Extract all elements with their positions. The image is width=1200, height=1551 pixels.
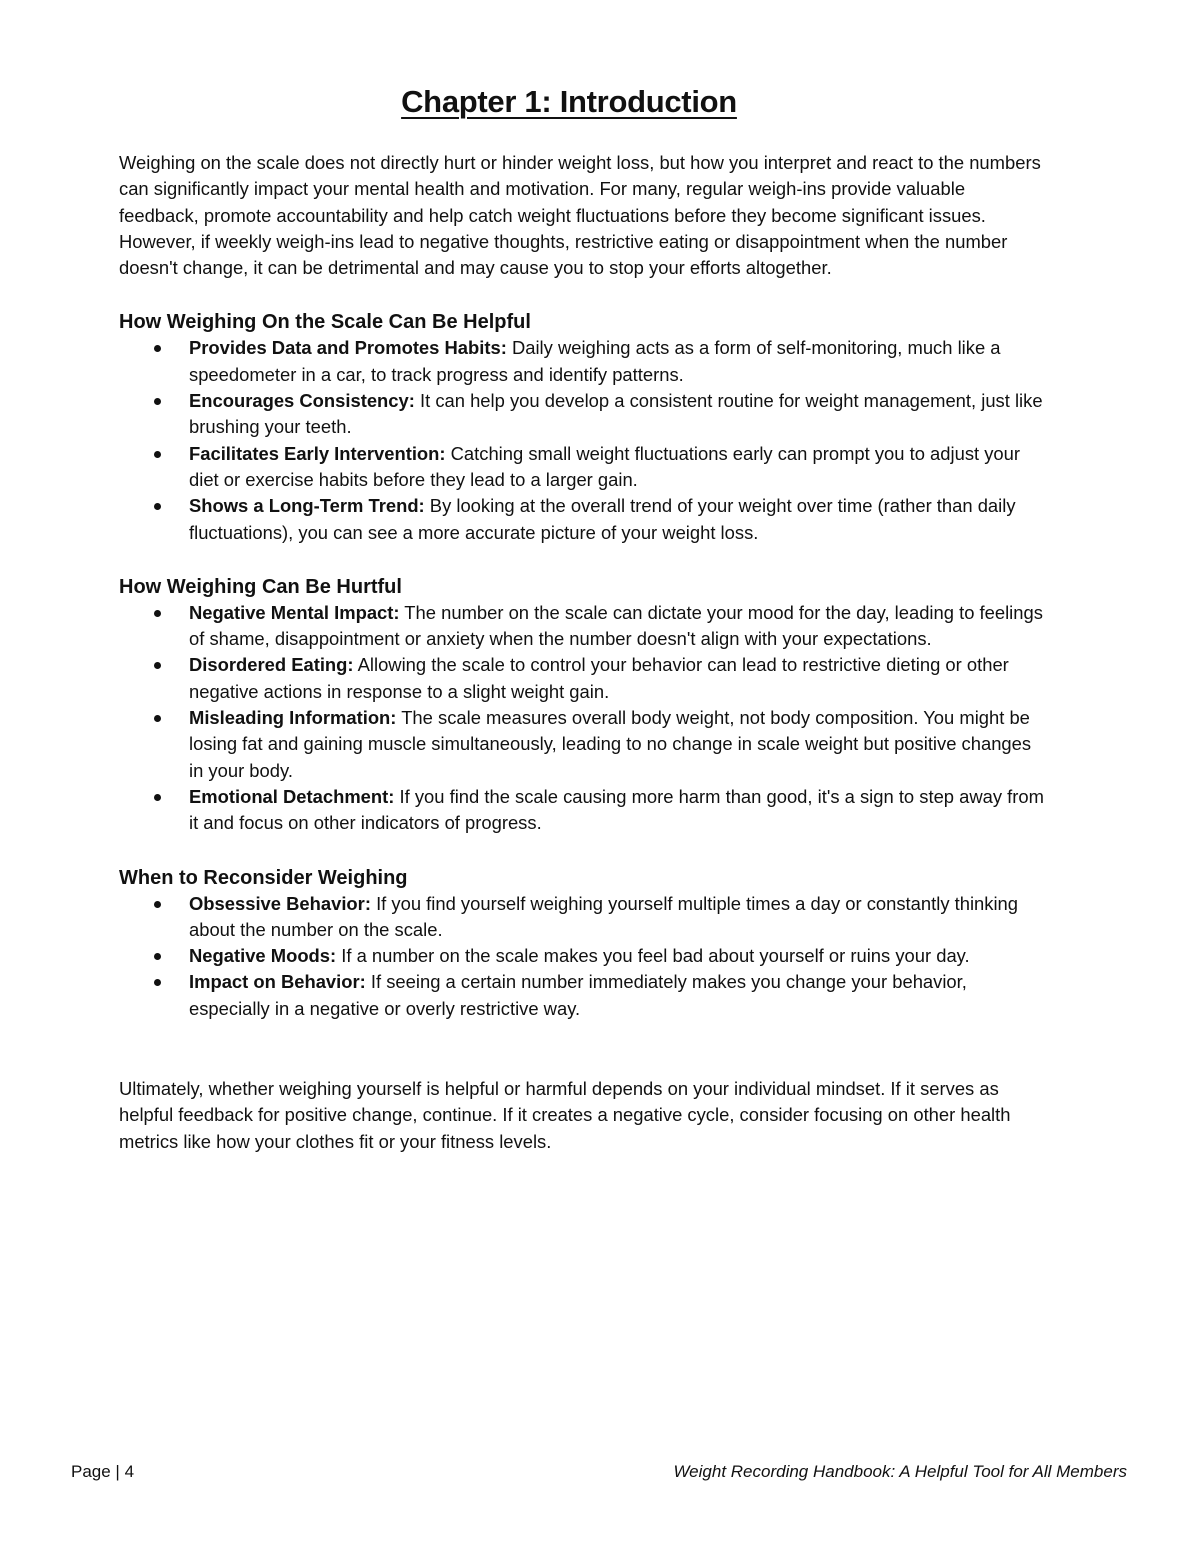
bullet-icon [154,794,161,801]
item-title: Negative Moods: [189,945,337,967]
item-text: Allowing the scale to control your behavior can lead to restrictive dieting or other negative actions in response to a slight weight gain. [189,654,1009,702]
intro-paragraph: Weighing on the scale does not directly hurt or hinder weight loss, but how you interpret and react to the numbers can significantly impact your mental health and motivation. For many, regular weigh-ins provide valuable feedback, promote accountability and help catch weight fluctuations before they become significant issues. However, if weekly weigh-ins lead to negative thoughts, restrictive eating or disappointment when the number doesn't change, it can be detrimental and may cause you to stop your efforts altogether. [119,152,1041,279]
item-text: If you find yourself weighing yourself multiple times a day or constantly thinking about the number on the scale. [189,892,1019,940]
section-helpful [119,309,1049,545]
item-text: If seeing a certain number immediately makes you change your behavior, especially in a negative or overly restrictive way. [189,971,967,1019]
closing-paragraph: Ultimately, whether weighing yourself is helpful or harmful depends on your individual mindset. If it serves as helpful feedback for positive change, continue. If it creates a negative cycle, consider focusing on other health metrics like how your clothes fit or your fitness levels. [119,1078,1011,1152]
section-reconsider [119,865,1049,1022]
item-text: If you find the scale causing more harm than good, it's a sign to step away from it and focus on other indicators of progress. [189,785,1044,834]
item-title: Impact on Behavior: [189,971,366,993]
document-body [119,150,1049,1155]
bullet-icon [154,953,161,960]
bullet-list [119,335,1049,545]
bullet-icon [154,345,161,352]
list-item [119,388,1049,441]
item-title: Facilitates Early Intervention: [189,442,446,464]
list-item [119,493,1049,546]
list-item [119,784,1049,837]
page-title: Chapter 1: Introduction [401,84,737,119]
section-heading: When to Reconsider Weighing [119,866,408,889]
item-text: It can help you develop a consistent routine for weight management, just like brushing your teeth. [189,390,1043,438]
list-item [119,600,1049,653]
list-item [119,441,1049,494]
item-text: If a number on the scale makes you feel bad about yourself or ruins your day. [336,945,970,967]
list-item [119,652,1049,705]
bullet-icon [154,503,161,510]
item-title: Emotional Detachment: [189,785,395,807]
section-hurtful [119,574,1049,837]
bullet-list [119,891,1049,1022]
item-title: Disordered Eating: [189,654,354,676]
bullet-icon [154,715,161,722]
list-item [119,969,1049,1022]
list-item [119,705,1049,784]
item-text: The number on the scale can dictate your mood for the day, leading to feelings of shame, disappointment or anxiety when the number doesn't align with your expectations. [189,601,1043,650]
item-title: Obsessive Behavior: [189,892,371,914]
bullet-icon [154,979,161,986]
section-heading: How Weighing On the Scale Can Be Helpful [119,311,531,334]
item-title: Misleading Information: [189,707,397,729]
list-item [119,335,1049,388]
bullet-icon [154,901,161,908]
list-item [119,891,1049,944]
bullet-icon [154,662,161,669]
item-title: Negative Mental Impact: [189,601,400,623]
bullet-icon [154,451,161,458]
item-text: The scale measures overall body weight, not body composition. You might be losing fat and gaining muscle simultaneously, leading to no change in scale weight but positive changes in your body. [189,707,1032,781]
list-item [119,943,1049,969]
item-title: Shows a Long-Term Trend: [189,495,425,517]
book-title: Weight Recording Handbook: A Helpful Tool for All Members [673,1462,1127,1481]
bullet-icon [154,610,161,617]
bullet-icon [154,398,161,405]
page-number: Page | 4 [71,1462,135,1481]
item-text: By looking at the overall trend of your weight over time (rather than daily fluctuations), you can see a more accurate picture of your weight loss. [189,495,1016,543]
item-text: Daily weighing acts as a form of self-monitoring, much like a speedometer in a car, to track progress and identify patterns. [189,337,1001,385]
section-heading: How Weighing Can Be Hurtful [119,575,402,598]
item-title: Provides Data and Promotes Habits: [189,337,507,359]
bullet-list [119,600,1049,837]
item-text: Catching small weight fluctuations early can prompt you to adjust your diet or exercise habits before they lead to a larger gain. [189,442,1021,490]
item-title: Encourages Consistency: [189,390,415,412]
